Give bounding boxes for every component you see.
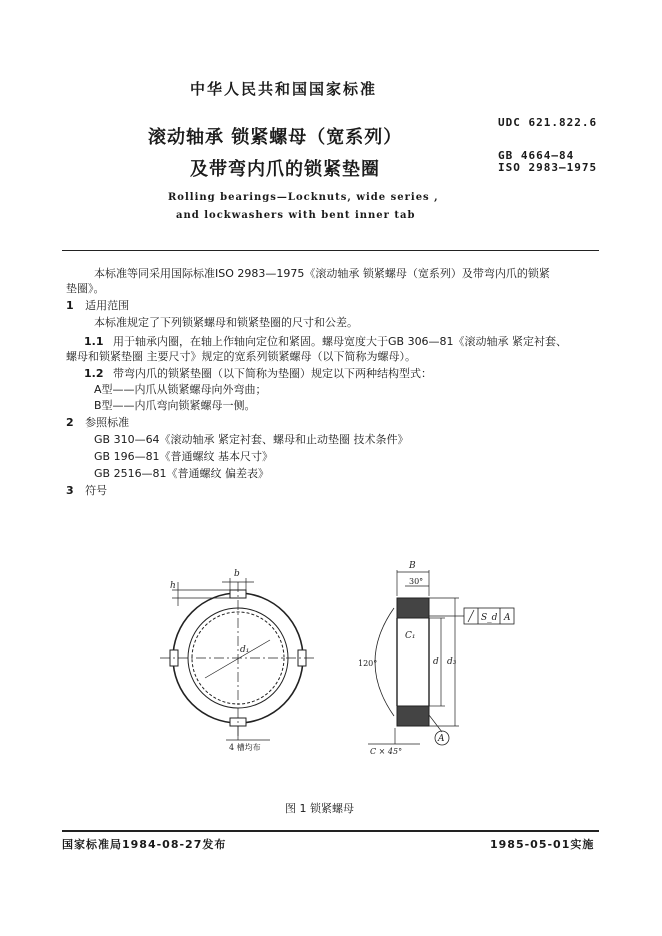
title-cn-line1: 滚动轴承 锁紧螺母（宽系列） (148, 127, 403, 148)
section-2-number: 2 (66, 416, 74, 429)
section-1-2-text: 带弯内爪的锁紧垫圈（以下简称为垫圈）规定以下两种结构型式： (113, 367, 432, 380)
type-b: B型——内爪弯向锁紧螺母一侧。 (94, 399, 256, 412)
section-2-title: 参照标准 (85, 416, 130, 429)
locknut-drawing (0, 560, 662, 795)
label-slots: 4 槽均布 (229, 743, 261, 752)
front-view (160, 578, 316, 740)
section-1-1-line2: 螺母和锁紧垫圈 主要尺寸》规定的宽系列锁紧螺母（以下简称为螺母）。 (66, 350, 416, 363)
udc-number: UDC 621.822.6 (498, 116, 598, 129)
reference-3: GB 2516—81《普通螺纹 偏差表》 (94, 467, 270, 480)
reference-2: GB 196—81《普通螺纹 基本尺寸》 (94, 450, 274, 463)
label-d3: d₃ (447, 657, 457, 667)
standard-title: 中华人民共和国国家标准 (190, 80, 378, 98)
title-en-line1: Rolling bearings—Locknuts, wide series , (168, 192, 439, 203)
intro-line1: 本标准等同采用国际标准ISO 2983—1975《滚动轴承 锁紧螺母（宽系列）及带弯内爪的锁紧 (94, 267, 550, 280)
issue-date: 国家标准局1984-08-27发布 (62, 838, 227, 851)
section-1-2-number: 1.2 (84, 367, 104, 380)
label-b: b (234, 569, 240, 579)
label-30: 30° (409, 577, 424, 586)
section-1-text: 本标准规定了下列锁紧螺母和锁紧垫圈的尺寸和公差。 (94, 316, 358, 329)
tolerance-sd: S_d (481, 613, 498, 623)
section-1-1-line1: 用于轴承内圈，在轴上作轴向定位和紧固。螺母宽度大于GB 306—81《滚动轴承 紧定衬套、 (113, 335, 568, 348)
label-B: B (409, 561, 416, 571)
section-1-title: 适用范围 (85, 299, 130, 312)
section-1-number: 1 (66, 299, 74, 312)
section-1-heading (66, 298, 606, 313)
section-1-1 (66, 334, 606, 349)
standard-numbers (498, 150, 597, 174)
section-3-number: 3 (66, 484, 74, 497)
tolerance-datum: A (504, 613, 511, 623)
title-en-line2: and lockwashers with bent inner tab (176, 210, 416, 221)
label-d: d (433, 657, 439, 667)
label-C45: C × 45° (370, 747, 403, 756)
intro-line2: 垫圈》。 (66, 282, 105, 295)
effective-date: 1985-05-01实施 (490, 838, 595, 851)
gb-number: GB 4664—84 (498, 149, 575, 162)
title-cn-line2: 及带弯内爪的锁紧垫圈 (190, 159, 380, 180)
label-A: A (438, 734, 445, 744)
figure-caption: 图 1 锁紧螺母 (285, 802, 354, 815)
section-3-title: 符号 (85, 484, 108, 497)
section-view (368, 570, 514, 745)
top-divider (62, 250, 599, 251)
label-C1: C₁ (405, 631, 416, 641)
section-1-1-number: 1.1 (84, 335, 104, 348)
section-1-2 (66, 366, 606, 381)
label-120: 120° (358, 659, 378, 668)
bottom-divider (62, 830, 599, 832)
reference-1: GB 310—64《滚动轴承 紧定衬套、螺母和止动垫圈 技术条件》 (94, 433, 409, 446)
label-h: h (170, 581, 176, 591)
section-2-heading (66, 415, 606, 430)
label-d1: d₁ (240, 645, 250, 655)
body-text (66, 266, 606, 498)
section-3-heading (66, 483, 606, 498)
type-a: A型——内爪从锁紧螺母向外弯曲； (94, 383, 267, 396)
section-hatch-top (397, 598, 429, 618)
section-hatch-bottom (397, 706, 429, 726)
iso-number: ISO 2983—1975 (498, 161, 598, 174)
